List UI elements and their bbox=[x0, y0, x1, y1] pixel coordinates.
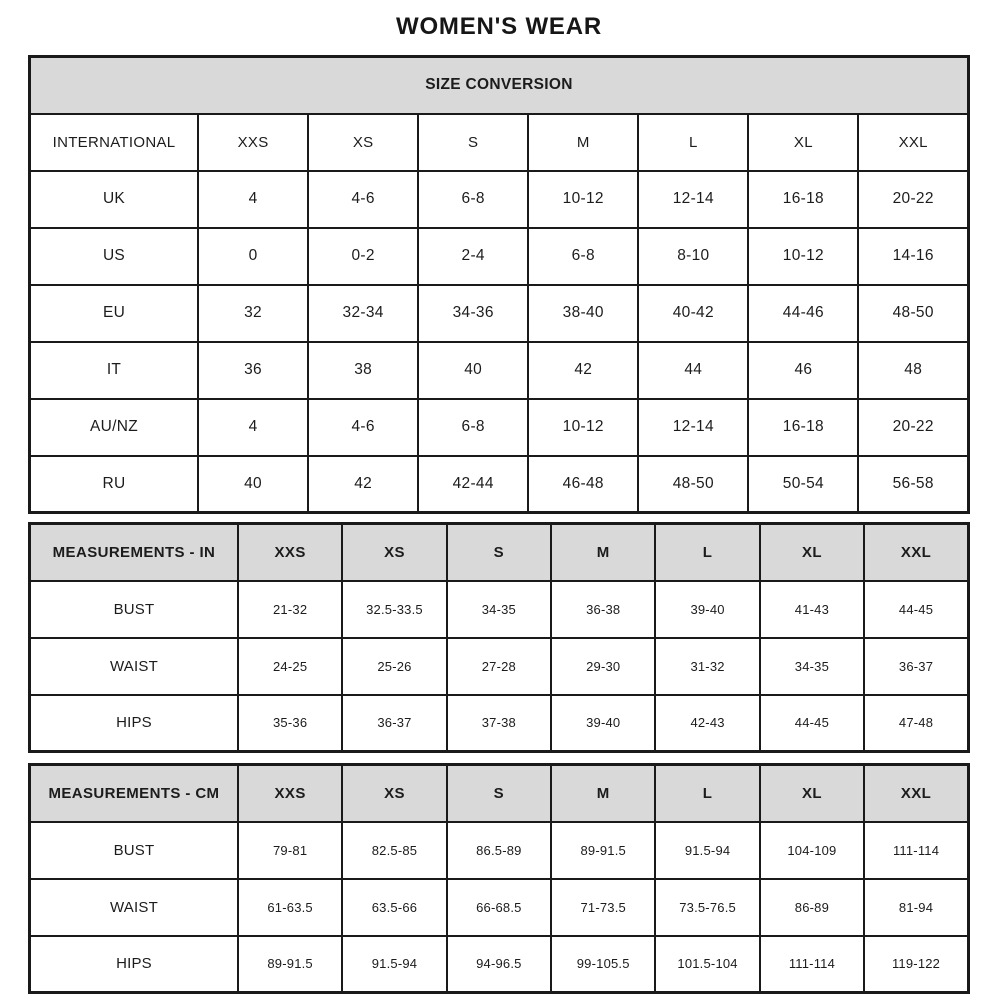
value-cell: XXS bbox=[238, 765, 342, 822]
size-conversion-header: SIZE CONVERSION bbox=[30, 57, 969, 114]
value-cell: 44-45 bbox=[760, 695, 864, 752]
value-cell: 0 bbox=[198, 228, 308, 285]
value-cell: L bbox=[638, 114, 748, 171]
table-row bbox=[30, 936, 969, 993]
value-cell: 82.5-85 bbox=[342, 822, 446, 879]
value-cell: 36-38 bbox=[551, 581, 655, 638]
value-cell: 42-44 bbox=[418, 456, 528, 513]
value-cell: 79-81 bbox=[238, 822, 342, 879]
value-cell: 38 bbox=[308, 342, 418, 399]
value-cell: 91.5-94 bbox=[655, 822, 759, 879]
value-cell: 36-37 bbox=[864, 638, 968, 695]
value-cell: XS bbox=[342, 765, 446, 822]
value-cell: XS bbox=[342, 524, 446, 581]
value-cell: S bbox=[418, 114, 528, 171]
value-cell: 24-25 bbox=[238, 638, 342, 695]
row-label-cell: MEASUREMENTS - CM bbox=[30, 765, 238, 822]
value-cell: XXL bbox=[864, 524, 968, 581]
value-cell: 44 bbox=[638, 342, 748, 399]
value-cell: 36 bbox=[198, 342, 308, 399]
value-cell: XS bbox=[308, 114, 418, 171]
table-row bbox=[30, 171, 969, 228]
table-row bbox=[30, 399, 969, 456]
value-cell: 36-37 bbox=[342, 695, 446, 752]
value-cell: 37-38 bbox=[447, 695, 551, 752]
value-cell: 4 bbox=[198, 399, 308, 456]
row-label-cell: INTERNATIONAL bbox=[30, 114, 199, 171]
value-cell: M bbox=[551, 524, 655, 581]
value-cell: 2-4 bbox=[418, 228, 528, 285]
value-cell: 73.5-76.5 bbox=[655, 879, 759, 936]
table-spacer bbox=[28, 514, 970, 522]
value-cell: 14-16 bbox=[858, 228, 968, 285]
value-cell: 29-30 bbox=[551, 638, 655, 695]
value-cell: 40-42 bbox=[638, 285, 748, 342]
value-cell: 34-36 bbox=[418, 285, 528, 342]
value-cell: XXL bbox=[858, 114, 968, 171]
value-cell: 63.5-66 bbox=[342, 879, 446, 936]
value-cell: XL bbox=[760, 765, 864, 822]
table-header-row bbox=[30, 765, 969, 822]
value-cell: M bbox=[551, 765, 655, 822]
value-cell: 42 bbox=[528, 342, 638, 399]
value-cell: 111-114 bbox=[864, 822, 968, 879]
value-cell: XXL bbox=[864, 765, 968, 822]
value-cell: 99-105.5 bbox=[551, 936, 655, 993]
table-header-row bbox=[30, 524, 969, 581]
value-cell: 71-73.5 bbox=[551, 879, 655, 936]
value-cell: XL bbox=[748, 114, 858, 171]
value-cell: 31-32 bbox=[655, 638, 759, 695]
table-row bbox=[30, 822, 969, 879]
value-cell: 8-10 bbox=[638, 228, 748, 285]
value-cell: 20-22 bbox=[858, 399, 968, 456]
measurements-in-table bbox=[28, 522, 970, 753]
value-cell: XXS bbox=[198, 114, 308, 171]
row-label-cell: US bbox=[30, 228, 199, 285]
value-cell: 38-40 bbox=[528, 285, 638, 342]
value-cell: 44-46 bbox=[748, 285, 858, 342]
value-cell: 81-94 bbox=[864, 879, 968, 936]
table-row bbox=[30, 456, 969, 513]
value-cell: 47-48 bbox=[864, 695, 968, 752]
value-cell: 56-58 bbox=[858, 456, 968, 513]
value-cell: 10-12 bbox=[528, 171, 638, 228]
value-cell: 39-40 bbox=[655, 581, 759, 638]
value-cell: 42-43 bbox=[655, 695, 759, 752]
row-label-cell: MEASUREMENTS - IN bbox=[30, 524, 238, 581]
size-conversion-table bbox=[28, 55, 970, 514]
value-cell: 48 bbox=[858, 342, 968, 399]
table-row bbox=[30, 879, 969, 936]
measurements-cm-table bbox=[28, 763, 970, 994]
value-cell: S bbox=[447, 524, 551, 581]
value-cell: M bbox=[528, 114, 638, 171]
value-cell: 61-63.5 bbox=[238, 879, 342, 936]
value-cell: 40 bbox=[198, 456, 308, 513]
table-row bbox=[30, 342, 969, 399]
value-cell: 101.5-104 bbox=[655, 936, 759, 993]
value-cell: 12-14 bbox=[638, 399, 748, 456]
row-label-cell: RU bbox=[30, 456, 199, 513]
row-label-cell: IT bbox=[30, 342, 199, 399]
value-cell: 86.5-89 bbox=[447, 822, 551, 879]
value-cell: 89-91.5 bbox=[238, 936, 342, 993]
row-label-cell: BUST bbox=[30, 581, 238, 638]
value-cell: S bbox=[447, 765, 551, 822]
value-cell: 4 bbox=[198, 171, 308, 228]
value-cell: 10-12 bbox=[528, 399, 638, 456]
value-cell: 27-28 bbox=[447, 638, 551, 695]
table-row bbox=[30, 285, 969, 342]
value-cell: 44-45 bbox=[864, 581, 968, 638]
value-cell: 94-96.5 bbox=[447, 936, 551, 993]
value-cell: 119-122 bbox=[864, 936, 968, 993]
table-row bbox=[30, 638, 969, 695]
value-cell: 10-12 bbox=[748, 228, 858, 285]
value-cell: 32.5-33.5 bbox=[342, 581, 446, 638]
value-cell: 16-18 bbox=[748, 399, 858, 456]
row-label-cell: BUST bbox=[30, 822, 238, 879]
value-cell: 66-68.5 bbox=[447, 879, 551, 936]
page-title: WOMEN'S WEAR bbox=[396, 13, 602, 40]
value-cell: 34-35 bbox=[447, 581, 551, 638]
value-cell: 16-18 bbox=[748, 171, 858, 228]
value-cell: 6-8 bbox=[418, 399, 528, 456]
row-label-cell: UK bbox=[30, 171, 199, 228]
value-cell: XXS bbox=[238, 524, 342, 581]
row-label-cell: HIPS bbox=[30, 936, 238, 993]
value-cell: 48-50 bbox=[858, 285, 968, 342]
value-cell: 104-109 bbox=[760, 822, 864, 879]
value-cell: 20-22 bbox=[858, 171, 968, 228]
value-cell: 91.5-94 bbox=[342, 936, 446, 993]
table-header-row bbox=[30, 114, 969, 171]
value-cell: L bbox=[655, 524, 759, 581]
value-cell: 25-26 bbox=[342, 638, 446, 695]
value-cell: XL bbox=[760, 524, 864, 581]
value-cell: 12-14 bbox=[638, 171, 748, 228]
value-cell: 86-89 bbox=[760, 879, 864, 936]
value-cell: 0-2 bbox=[308, 228, 418, 285]
value-cell: 39-40 bbox=[551, 695, 655, 752]
value-cell: 4-6 bbox=[308, 399, 418, 456]
value-cell: 34-35 bbox=[760, 638, 864, 695]
value-cell: 32-34 bbox=[308, 285, 418, 342]
value-cell: 48-50 bbox=[638, 456, 748, 513]
value-cell: 41-43 bbox=[760, 581, 864, 638]
table-row bbox=[30, 695, 969, 752]
row-label-cell: HIPS bbox=[30, 695, 238, 752]
value-cell: L bbox=[655, 765, 759, 822]
table-spacer bbox=[28, 753, 970, 763]
value-cell: 32 bbox=[198, 285, 308, 342]
table-row bbox=[30, 228, 969, 285]
row-label-cell: WAIST bbox=[30, 879, 238, 936]
row-label-cell: WAIST bbox=[30, 638, 238, 695]
value-cell: 40 bbox=[418, 342, 528, 399]
value-cell: 21-32 bbox=[238, 581, 342, 638]
value-cell: 6-8 bbox=[418, 171, 528, 228]
value-cell: 6-8 bbox=[528, 228, 638, 285]
value-cell: 4-6 bbox=[308, 171, 418, 228]
table-row bbox=[30, 581, 969, 638]
value-cell: 89-91.5 bbox=[551, 822, 655, 879]
value-cell: 111-114 bbox=[760, 936, 864, 993]
value-cell: 46-48 bbox=[528, 456, 638, 513]
row-label-cell: EU bbox=[30, 285, 199, 342]
value-cell: 35-36 bbox=[238, 695, 342, 752]
value-cell: 50-54 bbox=[748, 456, 858, 513]
row-label-cell: AU/NZ bbox=[30, 399, 199, 456]
value-cell: 42 bbox=[308, 456, 418, 513]
value-cell: 46 bbox=[748, 342, 858, 399]
table-band-row bbox=[30, 57, 969, 114]
